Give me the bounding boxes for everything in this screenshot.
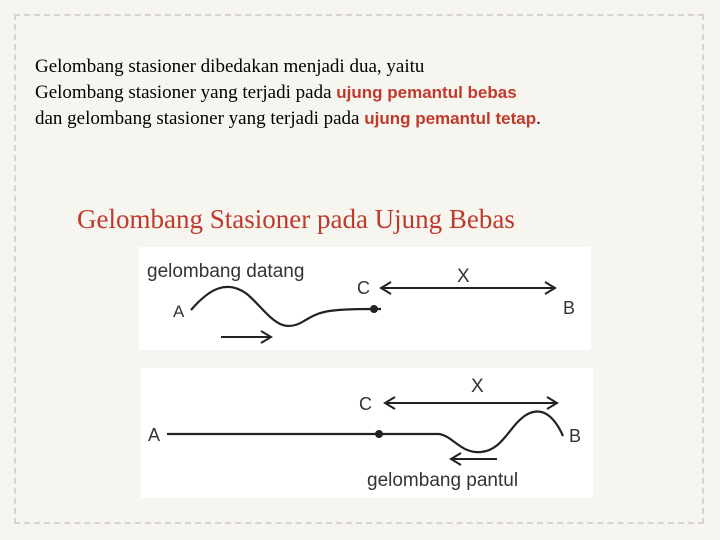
incoming-wave-curve xyxy=(191,287,381,326)
incoming-wave-label: gelombang datang xyxy=(147,261,305,282)
point-a-label: A xyxy=(148,425,161,445)
point-c-label: C xyxy=(357,278,370,298)
figure-reflected-wave xyxy=(141,368,593,498)
intro-line-3 xyxy=(35,106,695,132)
point-c-label: C xyxy=(359,394,372,414)
point-b-label: B xyxy=(569,426,582,446)
point-c-dot xyxy=(375,430,383,438)
intro-line-2-text: Gelombang stasioner yang terjadi pada xyxy=(35,82,337,103)
intro-line-1: Gelombang stasioner dibedakan menjadi dua, yaitu xyxy=(35,56,425,77)
distance-x-label: X xyxy=(457,266,470,287)
reflected-wave-curve xyxy=(167,412,563,453)
incoming-wave-diagram xyxy=(139,247,591,350)
intro-text xyxy=(35,54,695,132)
point-c-dot xyxy=(370,305,378,313)
section-heading: Gelombang Stasioner pada Ujung Bebas xyxy=(77,204,515,234)
point-b-label: B xyxy=(563,298,576,318)
reflected-wave-label: gelombang pantul xyxy=(367,470,519,491)
distance-x-label: X xyxy=(471,376,484,397)
intro-line-3-text: dan gelombang stasioner yang terjadi pada xyxy=(35,108,365,129)
free-end-term: ujung pemantul bebas xyxy=(336,83,517,102)
figure-incoming-wave xyxy=(139,247,591,350)
fixed-end-term: ujung pemantul tetap xyxy=(364,109,537,128)
intro-line-3-period: . xyxy=(536,108,541,129)
reflected-wave-diagram xyxy=(141,368,593,498)
intro-line-2 xyxy=(35,80,695,106)
point-a-label: A xyxy=(173,302,185,321)
